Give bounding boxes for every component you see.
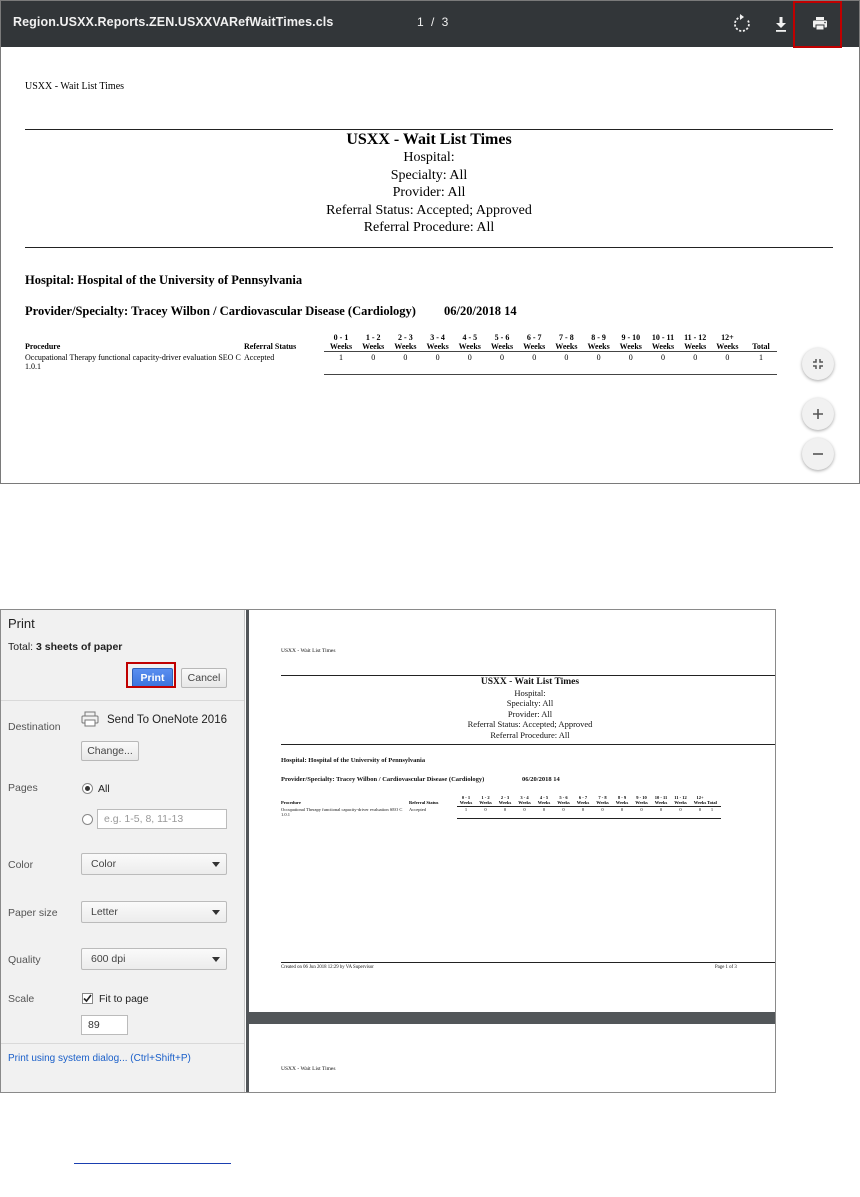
- print-button[interactable]: Print: [132, 668, 173, 688]
- preview-row-total: 1: [710, 807, 714, 812]
- cell-week-11: 0: [693, 353, 698, 362]
- destination-value: Send To OneNote 2016: [107, 714, 227, 726]
- column-header-text: 3 - 4: [520, 795, 529, 800]
- paper-size-value: Letter: [91, 906, 118, 918]
- column-header-text: 11 - 12: [674, 795, 687, 800]
- preview-page-header: USXX - Wait List Times: [281, 1066, 336, 1072]
- pages-label: Pages: [8, 782, 38, 794]
- pages-all-radio[interactable]: [82, 783, 93, 794]
- column-header-text: Weeks: [555, 342, 578, 351]
- preview-column-header-procedure: Procedure: [281, 800, 301, 805]
- column-header-text: Weeks: [394, 342, 417, 351]
- color-select[interactable]: [81, 853, 227, 875]
- print-preview: [246, 610, 776, 1092]
- fit-page-icon: [811, 357, 825, 371]
- column-header-text: Weeks: [674, 800, 687, 805]
- scale-label: Scale: [8, 993, 35, 1005]
- preview-column-header-week-2: [496, 795, 514, 805]
- column-header-text: 2 - 3: [500, 795, 510, 800]
- header-underline: [324, 351, 777, 352]
- column-header-week-5: [487, 333, 517, 351]
- preview-page-header: USXX - Wait List Times: [281, 648, 336, 654]
- column-header-week-9: [616, 333, 646, 351]
- preview-total-rule: [457, 818, 721, 819]
- column-header-text: 8 - 9: [591, 333, 606, 342]
- filter-specialty: Specialty: All: [390, 167, 468, 183]
- destination-label: Destination: [8, 721, 61, 733]
- preview-row-status: Accepted: [409, 807, 426, 812]
- filter-provider: Provider: All: [392, 185, 466, 200]
- preview-cell-week-0: 1: [464, 807, 468, 812]
- preview-cell-week-9: 0: [640, 807, 643, 812]
- column-header-text: 12+: [696, 795, 704, 800]
- download-icon: [766, 9, 796, 39]
- preview-row-procedure: Occupational Therapy functional capacity-driver evaluation SEO C 1.0.1: [281, 807, 403, 817]
- print-button-highlight-box: [126, 662, 176, 688]
- column-header-text: 0 - 1: [461, 795, 471, 800]
- column-header-text: Weeks: [557, 800, 570, 805]
- column-header-text: Weeks: [523, 342, 546, 351]
- print-settings-panel: [1, 610, 245, 1092]
- preview-cell-week-2: 0: [503, 807, 507, 812]
- column-header-week-1: [358, 333, 388, 351]
- zoom-out-icon: [811, 447, 825, 461]
- column-header-text: 3 - 4: [430, 333, 445, 342]
- preview-cell-week-10: 0: [659, 807, 663, 812]
- row-status: Accepted: [244, 353, 275, 362]
- cell-week-10: 0: [661, 353, 665, 362]
- system-dialog-link[interactable]: Print using system dialog... (Ctrl+Shift+P): [8, 1053, 191, 1064]
- column-header-text: Weeks: [587, 342, 610, 351]
- column-header-text: Weeks: [596, 800, 609, 805]
- fit-page-button[interactable]: [802, 348, 834, 380]
- column-header-text: 5 - 6: [559, 795, 568, 800]
- column-header-text: 6 - 7: [578, 795, 588, 800]
- cell-week-7: 0: [564, 353, 569, 362]
- preview-cell-week-8: 0: [620, 807, 624, 812]
- preview-column-header-week-7: [594, 795, 612, 805]
- column-header-week-11: [680, 333, 710, 351]
- rotate-icon: [727, 9, 757, 39]
- divider: [25, 129, 833, 130]
- dropdown-arrow-icon: [212, 957, 220, 962]
- preview-title: USXX - Wait List Times: [480, 677, 580, 687]
- total-rule: [324, 374, 777, 375]
- column-header-total: Total: [752, 342, 770, 351]
- cell-week-3: 0: [435, 353, 440, 362]
- column-header-text: 2 - 3: [398, 333, 413, 342]
- column-header-status: Referral Status: [244, 342, 297, 351]
- column-header-text: 0 - 1: [333, 333, 349, 342]
- pages-all-label: All: [98, 783, 110, 795]
- cell-week-5: 0: [500, 353, 504, 362]
- column-header-text: Weeks: [635, 800, 648, 805]
- cell-week-8: 0: [596, 353, 601, 362]
- column-header-text: 10 - 11: [651, 333, 675, 342]
- preview-column-header-total: Total: [707, 800, 717, 805]
- change-destination-button[interactable]: Change...: [81, 741, 139, 761]
- preview-cell-week-1: 0: [484, 807, 487, 812]
- fit-to-page-label: Fit to page: [99, 993, 149, 1005]
- checkmark-icon: [82, 993, 93, 1004]
- preview-filter-provider: Provider: All: [507, 708, 553, 719]
- report-title-block: [25, 131, 833, 237]
- column-header-week-4: [455, 333, 485, 351]
- print-dialog: [0, 609, 776, 1093]
- cell-week-9: 0: [628, 353, 633, 362]
- column-header-text: Weeks: [716, 342, 739, 351]
- preview-report-date: 06/20/2018 14: [522, 776, 560, 783]
- download-button[interactable]: [766, 9, 796, 39]
- column-header-text: 7 - 8: [598, 795, 607, 800]
- preview-filter-status: Referral Status: Accepted; Approved: [467, 719, 593, 729]
- paper-size-label: Paper size: [8, 907, 58, 919]
- cancel-button[interactable]: Cancel: [181, 668, 227, 688]
- column-header-week-0: [326, 333, 356, 351]
- report-date: 06/20/2018 14: [444, 304, 517, 318]
- scale-input[interactable]: 89: [81, 1015, 128, 1035]
- document-title: Region.USXX.Reports.ZEN.USXXVARefWaitTimes.cls: [13, 15, 334, 29]
- column-header-text: Weeks: [654, 800, 668, 805]
- pdf-viewer: [0, 0, 860, 484]
- column-header-text: Weeks: [458, 342, 481, 351]
- filter-hospital: Hospital:: [403, 150, 455, 165]
- column-header-week-6: [519, 333, 549, 351]
- preview-cell-week-11: 0: [679, 807, 682, 812]
- preview-column-header-week-8: [613, 795, 631, 805]
- preview-column-header-week-3: [516, 795, 534, 805]
- pages-range-input[interactable]: e.g. 1-5, 8, 11-13: [97, 809, 227, 829]
- column-header-text: 9 - 10: [636, 795, 647, 800]
- filter-status: Referral Status: Accepted; Approved: [326, 202, 532, 218]
- column-header-text: Weeks: [362, 342, 385, 351]
- column-header-text: 4 - 5: [539, 795, 549, 800]
- rotate-button[interactable]: [727, 9, 757, 39]
- preview-column-header-week-9: [633, 795, 651, 805]
- row-total: 1: [759, 353, 763, 362]
- divider: [1, 700, 244, 701]
- cell-week-1: 0: [371, 353, 376, 362]
- column-header-week-3: [423, 333, 453, 351]
- preview-cell-week-3: 0: [523, 807, 526, 812]
- preview-column-header-week-11: [672, 795, 690, 805]
- preview-provider-heading: Provider/Specialty: Tracey Wilbon / Cardiovascular Disease (Cardiology): [281, 776, 485, 783]
- column-header-text: Weeks: [576, 800, 590, 805]
- cell-week-4: 0: [467, 353, 472, 362]
- zoom-in-icon: [811, 407, 825, 421]
- pages-custom-radio[interactable]: [82, 814, 93, 825]
- dropdown-arrow-icon: [212, 910, 220, 915]
- hyperlink-underline[interactable]: [74, 1163, 231, 1164]
- cell-week-2: 0: [403, 353, 408, 362]
- cell-week-0: 1: [339, 353, 343, 362]
- column-header-text: 10 - 11: [654, 795, 668, 800]
- preview-filter-hospital: Hospital:: [514, 687, 546, 698]
- dropdown-arrow-icon: [212, 862, 220, 867]
- preview-filter-procedure: Referral Procedure: All: [490, 729, 570, 740]
- column-header-text: Weeks: [459, 800, 473, 805]
- preview-page-2: [249, 1024, 775, 1093]
- divider: [281, 744, 776, 745]
- provider-heading: Provider/Specialty: Tracey Wilbon / Cardiovascular Disease (Cardiology): [25, 304, 416, 318]
- column-header-text: 11 - 12: [684, 333, 707, 342]
- filter-procedure: Referral Procedure: All: [363, 220, 495, 235]
- column-header-week-10: [648, 333, 678, 351]
- column-header-week-2: [390, 333, 420, 351]
- column-header-text: 6 - 7: [526, 333, 542, 342]
- sheet-total-value: 3 sheets of paper: [36, 641, 123, 653]
- column-header-text: Weeks: [651, 342, 675, 351]
- report-page: [1, 47, 859, 483]
- preview-header-underline: [457, 806, 721, 807]
- column-header-procedure: Procedure: [25, 342, 61, 351]
- page-header: USXX - Wait List Times: [25, 81, 125, 92]
- quality-label: Quality: [8, 954, 41, 966]
- column-header-text: Weeks: [619, 342, 642, 351]
- cell-week-12: 0: [725, 353, 730, 362]
- hospital-heading: Hospital: Hospital of the University of Pennsylvania: [25, 273, 303, 287]
- color-select-value: Color: [91, 858, 117, 870]
- preview-cell-week-5: 0: [562, 807, 565, 812]
- paper-size-select[interactable]: [81, 901, 227, 923]
- preview-column-header-week-4: [535, 795, 553, 805]
- column-header-week-7: [551, 333, 581, 351]
- column-header-text: Weeks: [518, 800, 531, 805]
- preview-column-header-week-1: [477, 795, 495, 805]
- preview-cell-week-4: 0: [542, 807, 546, 812]
- preview-column-header-week-0: [457, 795, 475, 805]
- column-header-text: 7 - 8: [559, 333, 574, 342]
- column-header-text: 9 - 10: [621, 333, 641, 342]
- zoom-out-button[interactable]: [802, 438, 834, 470]
- column-header-text: Weeks: [490, 342, 514, 351]
- fit-to-page-checkbox[interactable]: [82, 993, 93, 1004]
- preview-footer-right: Page 1 of 3: [715, 965, 737, 970]
- preview-page-1: [249, 610, 775, 1012]
- column-header-text: Weeks: [537, 800, 551, 805]
- column-header-text: Weeks: [426, 342, 449, 351]
- report-title: USXX - Wait List Times: [346, 131, 512, 148]
- column-header-text: Weeks: [498, 800, 512, 805]
- viewer-toolbar: [1, 1, 859, 47]
- preview-cell-week-6: 0: [581, 807, 585, 812]
- preview-column-header-week-10: [652, 795, 670, 805]
- column-header-text: Weeks: [684, 342, 707, 351]
- divider: [1, 1043, 244, 1044]
- color-label: Color: [8, 859, 34, 871]
- preview-filter-specialty: Specialty: All: [506, 698, 554, 708]
- cell-week-6: 0: [532, 353, 537, 362]
- preview-cell-week-7: 0: [601, 807, 604, 812]
- divider: [25, 247, 833, 248]
- preview-column-header-status: Referral Status: [409, 800, 439, 805]
- preview-cell-week-12: 0: [698, 807, 702, 812]
- preview-footer-left: Created on 06 Jun 2018 12:29 by VA Supervisor: [281, 965, 374, 970]
- column-header-text: Weeks: [329, 342, 353, 351]
- column-header-text: 1 - 2: [481, 795, 490, 800]
- sheet-total-label: Total:: [8, 641, 37, 653]
- footer-divider: [281, 962, 776, 963]
- preview-column-header-week-5: [555, 795, 573, 805]
- column-header-text: Weeks: [479, 800, 492, 805]
- column-header-text: Weeks: [615, 800, 629, 805]
- print-highlight-box: [793, 1, 842, 48]
- column-header-week-12: [712, 333, 742, 351]
- divider: [281, 675, 776, 676]
- dialog-title: Print: [8, 616, 35, 631]
- zoom-in-button[interactable]: [802, 398, 834, 430]
- column-header-text: Weeks: [693, 800, 707, 805]
- row-procedure: Occupational Therapy functional capacity-driver evaluation SEO C 1.0.1: [25, 353, 241, 371]
- preview-column-header-week-6: [574, 795, 592, 805]
- sheet-total: [8, 641, 122, 653]
- preview-title-block: [281, 677, 776, 740]
- column-header-text: 8 - 9: [617, 795, 627, 800]
- column-header-text: 4 - 5: [462, 333, 478, 342]
- column-header-week-8: [584, 333, 614, 351]
- column-header-text: 1 - 2: [365, 333, 381, 342]
- quality-value: 600 dpi: [91, 953, 126, 965]
- column-header-text: 5 - 6: [494, 333, 510, 342]
- printer-icon: [81, 711, 99, 727]
- quality-select[interactable]: [81, 948, 227, 970]
- page-indicator: 1 / 3: [417, 15, 451, 29]
- column-header-text: 12+: [721, 333, 734, 342]
- preview-hospital-heading: Hospital: Hospital of the University of Pennsylvania: [281, 757, 426, 764]
